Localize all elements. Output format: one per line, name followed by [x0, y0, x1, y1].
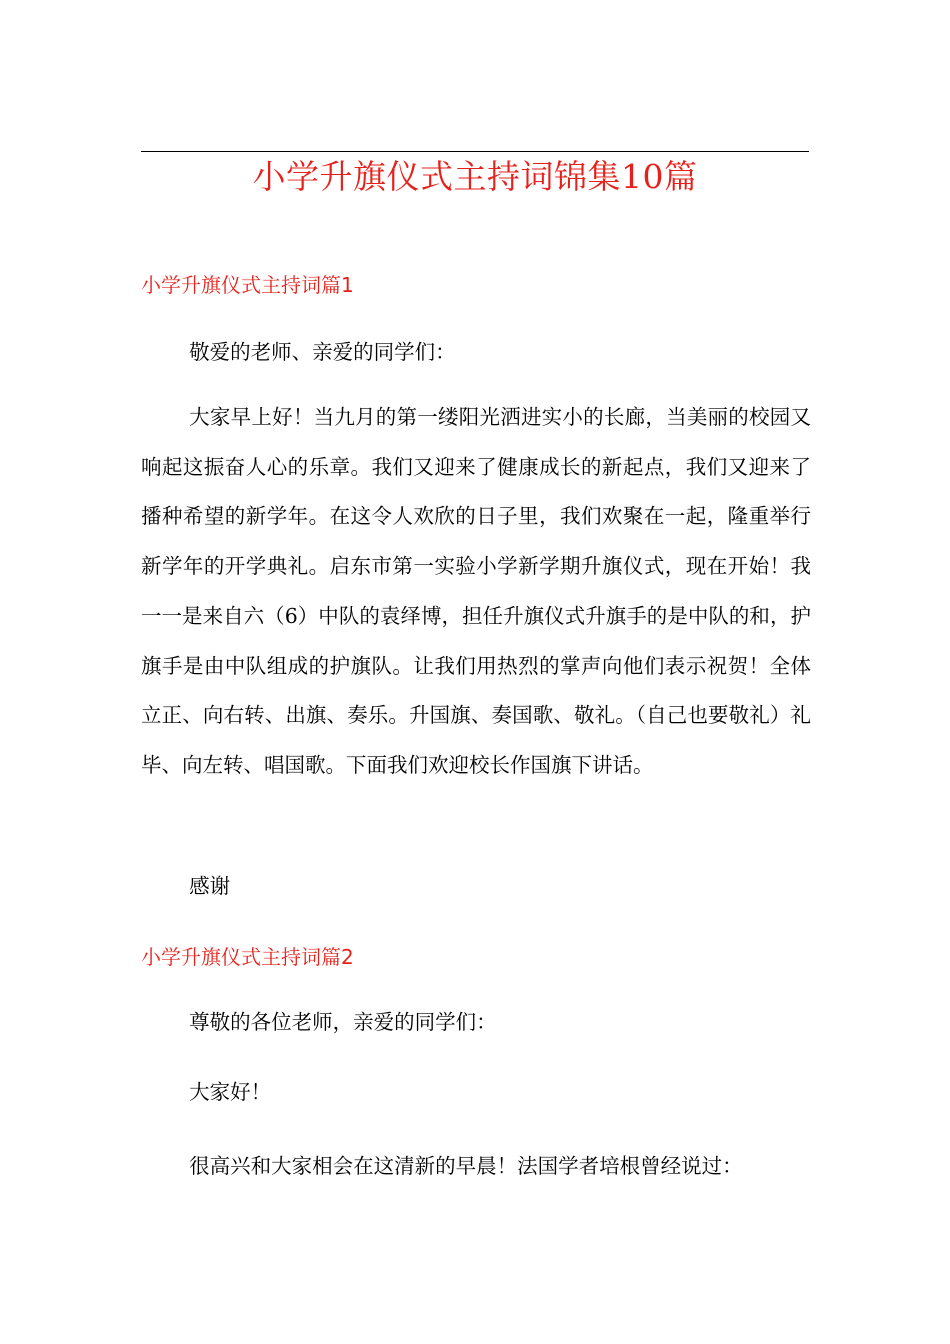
section-heading-2: 小学升旗仪式主持词篇2 [141, 945, 354, 969]
document-title: 小学升旗仪式主持词锦集10篇 [252, 157, 698, 196]
paragraph-greeting: 大家好！ [189, 1080, 272, 1104]
section-heading-1: 小学升旗仪式主持词篇1 [141, 273, 354, 297]
paragraph-thanks: 感谢 [189, 874, 231, 898]
paragraph-body-1: 大家早上好！当九月的第一缕阳光洒进实小的长廊，当美丽的校园又响起这振奋人心的乐章。我们又迎来了健康成长的新起点，我们又迎来了播种希望的新学年。在这令人欢欣的日子里，我们欢聚在一起，隆重举行新学年的开学典礼。启东市第一实验小学新学期升旗仪式，现在开始！我一一是来自六（6）中队的袁绎博，担任升旗仪式升旗手的是中队的和，护旗手是由中队组成的护旗队。让我们用热烈的掌声向他们表示祝贺！全体立正、向右转、出旗、奏乐。升国旗、奏国歌、敬礼。（自己也要敬礼）礼毕、向左转、唱国歌。下面我们欢迎校长作国旗下讲话。 [141, 405, 811, 777]
paragraph-salutation-1: 敬爱的老师、亲爱的同学们： [189, 340, 456, 364]
paragraph-salutation-2: 尊敬的各位老师，亲爱的同学们： [189, 1010, 497, 1034]
paragraph-body-2: 很高兴和大家相会在这清新的早晨！法国学者培根曾经说过： [189, 1154, 743, 1178]
